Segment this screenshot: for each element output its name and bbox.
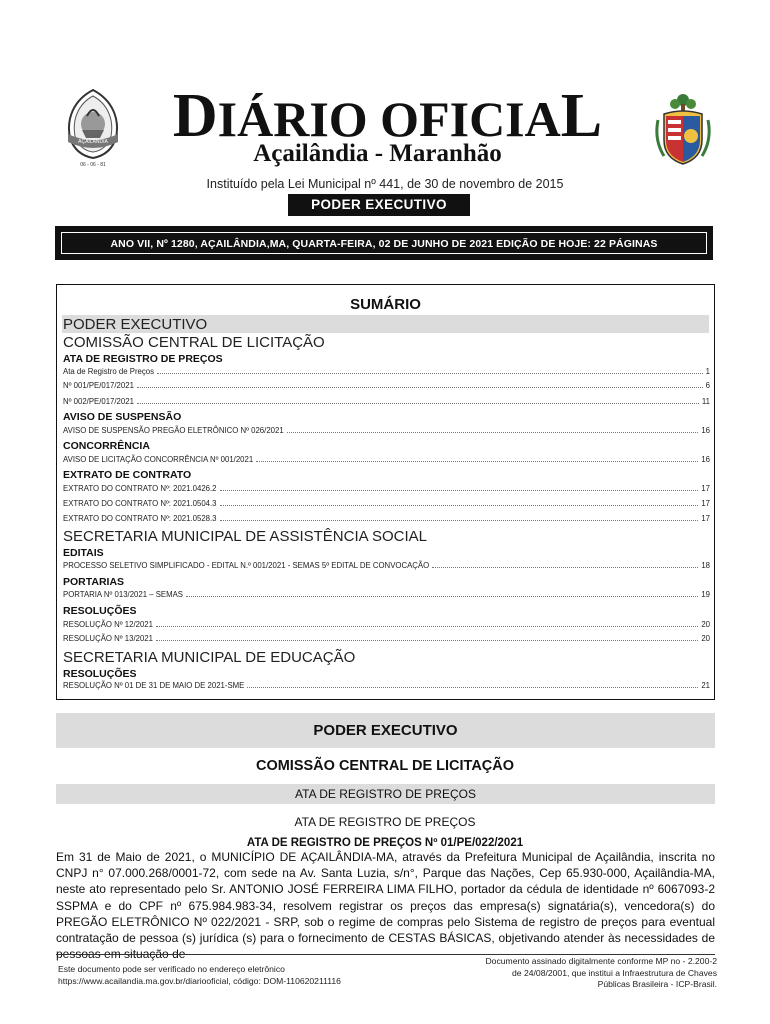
body-power-banner: PODER EXECUTIVO — [56, 713, 715, 748]
footer-verification-url[interactable]: https://www.acailandia.ma.gov.br/diariooficial, código: DOM-110620211116 — [58, 976, 341, 986]
summary-sub-extrato: EXTRATO DE CONTRATO — [63, 469, 192, 481]
city-subtitle: Açailândia - Maranhão — [253, 140, 502, 167]
arp-subtitle: ATA DE REGISTRO DE PREÇOS — [294, 815, 476, 829]
footer-verification — [58, 963, 341, 987]
summary-entry[interactable]: Nº 001/PE/017/2021 6 — [63, 381, 710, 390]
footer-signature-note — [420, 956, 717, 991]
law-note: Instituído pela Lei Municipal nº 441, de 30 de novembro de 2015 — [206, 177, 564, 191]
summary-box — [56, 284, 715, 700]
edition-info: ANO VII, Nº 1280, AÇAILÂNDIA,MA, QUARTA-FEIRA, 02 DE JUNHO DE 2021 EDIÇÃO DE HOJE: 22 PÁGINAS — [61, 232, 707, 254]
power-banner: PODER EXECUTIVO — [288, 194, 470, 216]
summary-sub-concorrencia: CONCORRÊNCIA — [63, 440, 150, 452]
summary-entry[interactable]: RESOLUÇÃO Nº 01 DE 31 DE MAIO DE 2021-SME 21 — [63, 681, 710, 690]
summary-sub-resolucoes: RESOLUÇÕES — [63, 605, 137, 617]
footer-signature-line1: Documento assinado digitalmente conforme MP no - 2.200-2 — [485, 956, 717, 966]
ata-paragraph: Em 31 de Maio de 2021, o MUNICÍPIO DE AÇAILÂNDIA-MA, através da Prefeitura Municipal de Açailândia, inscrita no CNPJ n° 07.000.268/0001-72, com sede na Av. Santa Luzia, s/n°, Parque das Nações, Cep 65.930-000, Açailândia-MA, neste ato representado pelo Sr. ANTONIO JOSÉ FERREIRA LIMA FILHO, portador da cédula de identidade nº 6067093-2 SSPMA e do CPF nº 675.984.983-34, resolvem registrar os preços das empresa(s) signatária(s), vencedora(s) do PREGÃO ELETRÔNICO Nº 022/2021 - SRP, sob o regime de compras pelo Sistema de registro de preços para eventual contratação de pessoa (s) jurídica (s) para o fornecimento de CESTAS BÁSICAS, objetivando atender às necessidades de pessoas em situação de — [56, 850, 715, 962]
arp-banner: ATA DE REGISTRO DE PREÇOS — [56, 784, 715, 804]
summary-entry[interactable]: PORTARIA Nº 013/2021 – SEMAS 19 — [63, 590, 710, 599]
summary-sub-suspension: AVISO DE SUSPENSÃO — [63, 411, 182, 423]
summary-entry[interactable]: Nº 002/PE/017/2021 11 — [63, 397, 710, 406]
summary-section-commission: COMISSÃO CENTRAL DE LICITAÇÃO — [63, 334, 325, 351]
summary-entry[interactable]: PROCESSO SELETIVO SIMPLIFICADO - EDITAL N.º 001/2021 - SEMAS 5º EDITAL DE CONVOCAÇÃO 18 — [63, 561, 710, 570]
edition-bar — [56, 227, 712, 259]
footer-signature-line2: de 24/08/2001, que institui a Infraestrutura de Chaves — [512, 967, 717, 978]
summary-sub-resolucoes-edu: RESOLUÇÕES — [63, 668, 137, 680]
footer-divider — [56, 954, 715, 955]
summary-sub-portarias: PORTARIAS — [63, 576, 125, 588]
summary-entry[interactable]: EXTRATO DO CONTRATO Nº: 2021.0528.3 17 — [63, 514, 710, 523]
summary-sub-editais: EDITAIS — [63, 547, 104, 559]
summary-sub-ata: ATA DE REGISTRO DE PREÇOS — [63, 353, 223, 365]
summary-entry[interactable]: AVISO DE SUSPENSÃO PREGÃO ELETRÔNICO Nº 026/2021 16 — [63, 426, 710, 435]
summary-entry[interactable]: EXTRATO DO CONTRATO Nº: 2021.0504.3 17 — [63, 499, 710, 508]
state-coat-of-arms-icon — [650, 90, 716, 168]
commission-title: COMISSÃO CENTRAL DE LICITAÇÃO — [255, 758, 515, 774]
journal-title: DIÁRIO OFICIAL — [172, 82, 603, 150]
summary-entry[interactable]: AVISO DE LICITAÇÃO CONCORRÊNCIA Nº 001/2021 16 — [63, 455, 710, 464]
masthead-title-block — [165, 82, 610, 167]
summary-entry[interactable]: EXTRATO DO CONTRATO Nº: 2021.0426.2 17 — [63, 484, 710, 493]
footer-verification-line1: Este documento pode ser verificado no endereço eletrônico — [58, 964, 285, 974]
svg-text:06 - 06 - 81: 06 - 06 - 81 — [80, 162, 106, 168]
summary-section-education: SECRETARIA MUNICIPAL DE EDUCAÇÃO — [63, 649, 356, 666]
municipal-seal-icon — [62, 86, 124, 168]
summary-section-power: PODER EXECUTIVO — [62, 315, 709, 333]
summary-title: SUMÁRIO — [350, 296, 421, 313]
svg-text:AÇAILÂNDIA: AÇAILÂNDIA — [78, 139, 108, 145]
ata-heading: ATA DE REGISTRO DE PREÇOS Nº 01/PE/022/2021 — [246, 837, 524, 849]
summary-entry[interactable]: RESOLUÇÃO Nº 13/2021 20 — [63, 634, 710, 643]
masthead-header — [0, 0, 770, 250]
summary-entry[interactable]: Ata de Registro de Preços 1 — [63, 367, 710, 376]
summary-section-social: SECRETARIA MUNICIPAL DE ASSISTÊNCIA SOCIAL — [63, 528, 427, 545]
footer-signature-line3: Públicas Brasileira - ICP-Brasil. — [597, 979, 717, 989]
summary-entry[interactable]: RESOLUÇÃO Nº 12/2021 20 — [63, 620, 710, 629]
